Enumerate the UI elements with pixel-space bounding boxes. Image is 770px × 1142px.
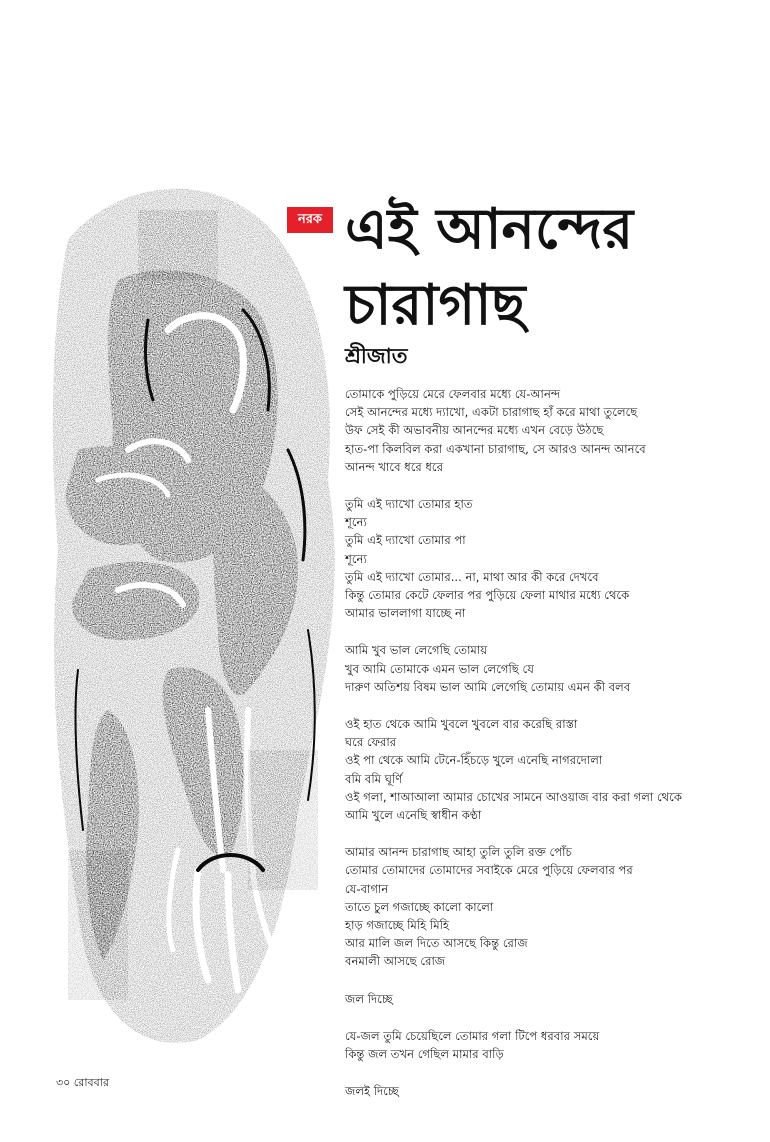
poem-line: ঘরে ফেরার [345,735,397,750]
poem-line: যে-বাগান [345,881,389,896]
page-title [345,192,745,344]
stanza [345,843,755,970]
poem-line: কিন্তু তোমার কেটে ফেলার পর পুড়িয়ে ফেলা মাথার মধ্যে থেকে [345,588,630,603]
poem-line: ওই গলা, শাআআলা আমার চোখের সামনে আওয়াজ বার করা গলা থেকে [345,789,682,804]
poem-line: হাত-পা কিলবিল করা একখানা চারাগাছ, সে আরও আনন্দ আনবে [345,441,646,456]
stanza [345,715,755,824]
poem-line: ওই হাত থেকে আমি খুবলে খুবলে বার করেছি রাস্তা [345,717,578,732]
charcoal-hand-sketch-icon [48,150,348,1055]
poem-line: তুমি এই দ্যাখো তোমার... না, মাথা আর কী করে দেখবে [345,569,599,584]
poem-line: তোমার তোমাদের তোমাদের সবাইকে মেরে পুড়িয়ে ফেলবার পর [345,863,633,878]
poem-line: আনন্দ খাবে ধরে ধরে [345,459,443,474]
poem-line: আমি খুলে এনেছি স্বাধীন কণ্ঠা [345,808,482,823]
stanza [345,1082,755,1100]
poem-line: হাড় গজাচ্ছে মিহি মিহি [345,918,450,933]
poem-line: খুব আমি তোমাকে এমন ভাল লেগেছি যে [345,661,534,676]
poem-line: বমি বমি ঘূর্ণি [345,771,403,786]
author-name: শ্রীজাত [345,344,408,368]
poem-line: তোমাকে পুড়িয়ে মেরে ফেলবার মধ্যে যে-আনন্দ [345,387,561,401]
poem-line: উফ সেই কী অভাবনীয় আনন্দের মধ্যে এখন বেড়ে উঠছে [345,423,604,438]
poem-line: জলই দিচ্ছে [345,1084,399,1099]
stanza [345,495,755,622]
page-number-folio: ৩০ রোববার [56,1076,109,1089]
poem-line: সেই আনন্দের মধ্যে দ্যাখো, একটা চারাগাছ হাঁ করে মাথা তুলেছে [345,405,638,420]
poem-body [345,385,755,1120]
poem-line: দারুণ অতিশয় বিষম ভাল আমি লেগেছি তোমায় এমন কী বলব [345,679,631,694]
section-tag: নরক [287,207,333,233]
poem-line: শূন্যে [345,515,367,530]
title-line: এই আনন্দের [345,197,634,262]
poem-line: তুমি এই দ্যাখো তোমার হাত [345,497,473,512]
stanza [345,990,755,1008]
poem-line: কিন্তু জল তখন গেছিল মামার বাড়ি [345,1047,504,1062]
title-line: চারাগাছ [345,273,526,338]
poem-line: আমি খুব ভাল লেগেছি তোমায় [345,643,488,658]
stanza [345,1027,755,1063]
poem-line: আমার আনন্দ চারাগাছ আহা তুলি তুলি রক্ত পোঁচ [345,845,572,860]
poem-line: তুমি এই দ্যাখো তোমার পা [345,533,466,548]
poem-line: যে-জল তুমি চেয়েছিলে তোমার গলা টিপে ধরবার সময়ে [345,1028,600,1043]
poem-line: বনমালী আসছে রোজ [345,954,446,969]
poem-line: শূন্যে [345,551,367,566]
poem-line: আর মালি জল দিতে আসছে কিন্তু রোজ [345,936,528,951]
stanza [345,385,755,476]
poem-line: জল দিচ্ছে [345,991,393,1006]
stanza [345,641,755,696]
poem-line: তাতে চুল গজাচ্ছে কালো কালো [345,899,494,914]
poem-line: ওই পা থেকে আমি টেনে-হিঁচড়ে খুলে এনেছি নাগরদোলা [345,753,603,768]
poem-line: আমার ভাললাগা যাচ্ছে না [345,606,466,621]
